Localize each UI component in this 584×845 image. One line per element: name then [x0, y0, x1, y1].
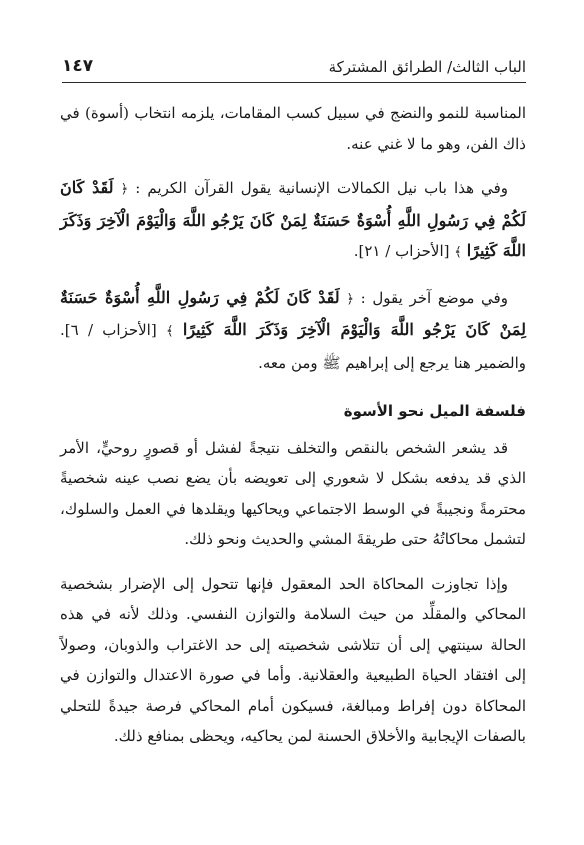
page-number: ١٤٧ — [62, 56, 94, 76]
verse-close-ornament: ﴾ — [454, 245, 462, 260]
chapter-title: الباب الثالث/ الطرائق المشتركة — [328, 58, 526, 76]
paragraph-quran-quote — [60, 283, 526, 379]
running-header — [62, 56, 526, 83]
verse-close-ornament: ﴾ — [165, 324, 174, 339]
paragraph-quran-quote — [60, 173, 526, 269]
verse-open-ornament: ﴿ — [346, 291, 354, 307]
paragraph — [60, 569, 526, 752]
quran-verse: لَقَدْ كَانَ لَكُمْ فِي رَسُولِ اللَّهِ أُسْوَةٌ حَسَنَةٌ لِمَنْ كَانَ يَرْجُو اللَّهَ وَالْيَوْمَ الْآخِرَ وَذَكَرَ اللَّهَ كَثِيرًا — [60, 287, 526, 339]
quote-intro: وفي موضع آخر يقول : — [360, 288, 508, 307]
verse-reference-and-note: [الأحزاب / ٦]. والضمير هنا يرجع إلى إبراهيم ﷺ ومن معه. — [60, 321, 526, 372]
quran-verse: لَقَدْ كَانَ لَكُمْ فِي رَسُولِ اللَّهِ أُسْوَةٌ حَسَنَةٌ لِمَنْ كَانَ يَرْجُو اللَّهَ وَالْيَوْمَ الْآخِرَ وَذَكَرَ اللَّهَ كَثِيرًا — [60, 178, 526, 260]
body-text — [60, 98, 526, 752]
verse-open-ornament: ﴿ — [120, 182, 129, 197]
paragraph — [60, 98, 526, 159]
verse-reference: [الأحزاب / ٢١]. — [353, 242, 450, 260]
paragraph-text: المناسبة للنمو والنضج في سبيل كسب المقامات، يلزمه انتخاب (أسوة) في ذاك الفن، وهو ما لا غني عنه. — [60, 104, 526, 153]
quote-intro: وفي هذا باب نيل الكمالات الإنسانية يقول القرآن الكريم : — [135, 179, 508, 197]
paragraph-text: وإذا تجاوزت المحاكاة الحد المعقول فإنها تتحول إلى الإضرار بشخصية المحاكي والمقلِّد من حيث السلامة والتوازن النفسي. وذلك لأنه في هذه الحالة سينتهي إلى أن تتلاشى شخصيته إلى حد الاغتراب والذوبان، وصولاً إلى افتقاد الحياة الطبيعية والعقلانية. وأما في صورة الاعتدال والتوازن في المحاكاة دون إفراط ومبالغة، فسيكون أمام المحاكي فرصة جيدةً للتحلي بالصفات الإيجابية والأخلاق الحسنة لمن يحاكيه، ويحظى بمنافع ذلك. — [60, 574, 526, 745]
paragraph — [60, 433, 526, 555]
section-heading: فلسفة الميل نحو الأسوة — [343, 402, 526, 420]
paragraph-text: قد يشعر الشخص بالنقص والتخلف نتيجةً لفشل أو قصورٍ روحيٍّ، الأمر الذي قد يدفعه بشكل لا شعوري إلى تعويضه بأن يضع نصب عينه شخصيةً محترمةً ونجيبةً في الوسط الاجتماعي ويحاكيها ويقلدها في العمل والسلوك، لتشمل محاكاتُهُ حتى طريقةَ المشي والحديث ونحو ذلك. — [60, 438, 526, 548]
